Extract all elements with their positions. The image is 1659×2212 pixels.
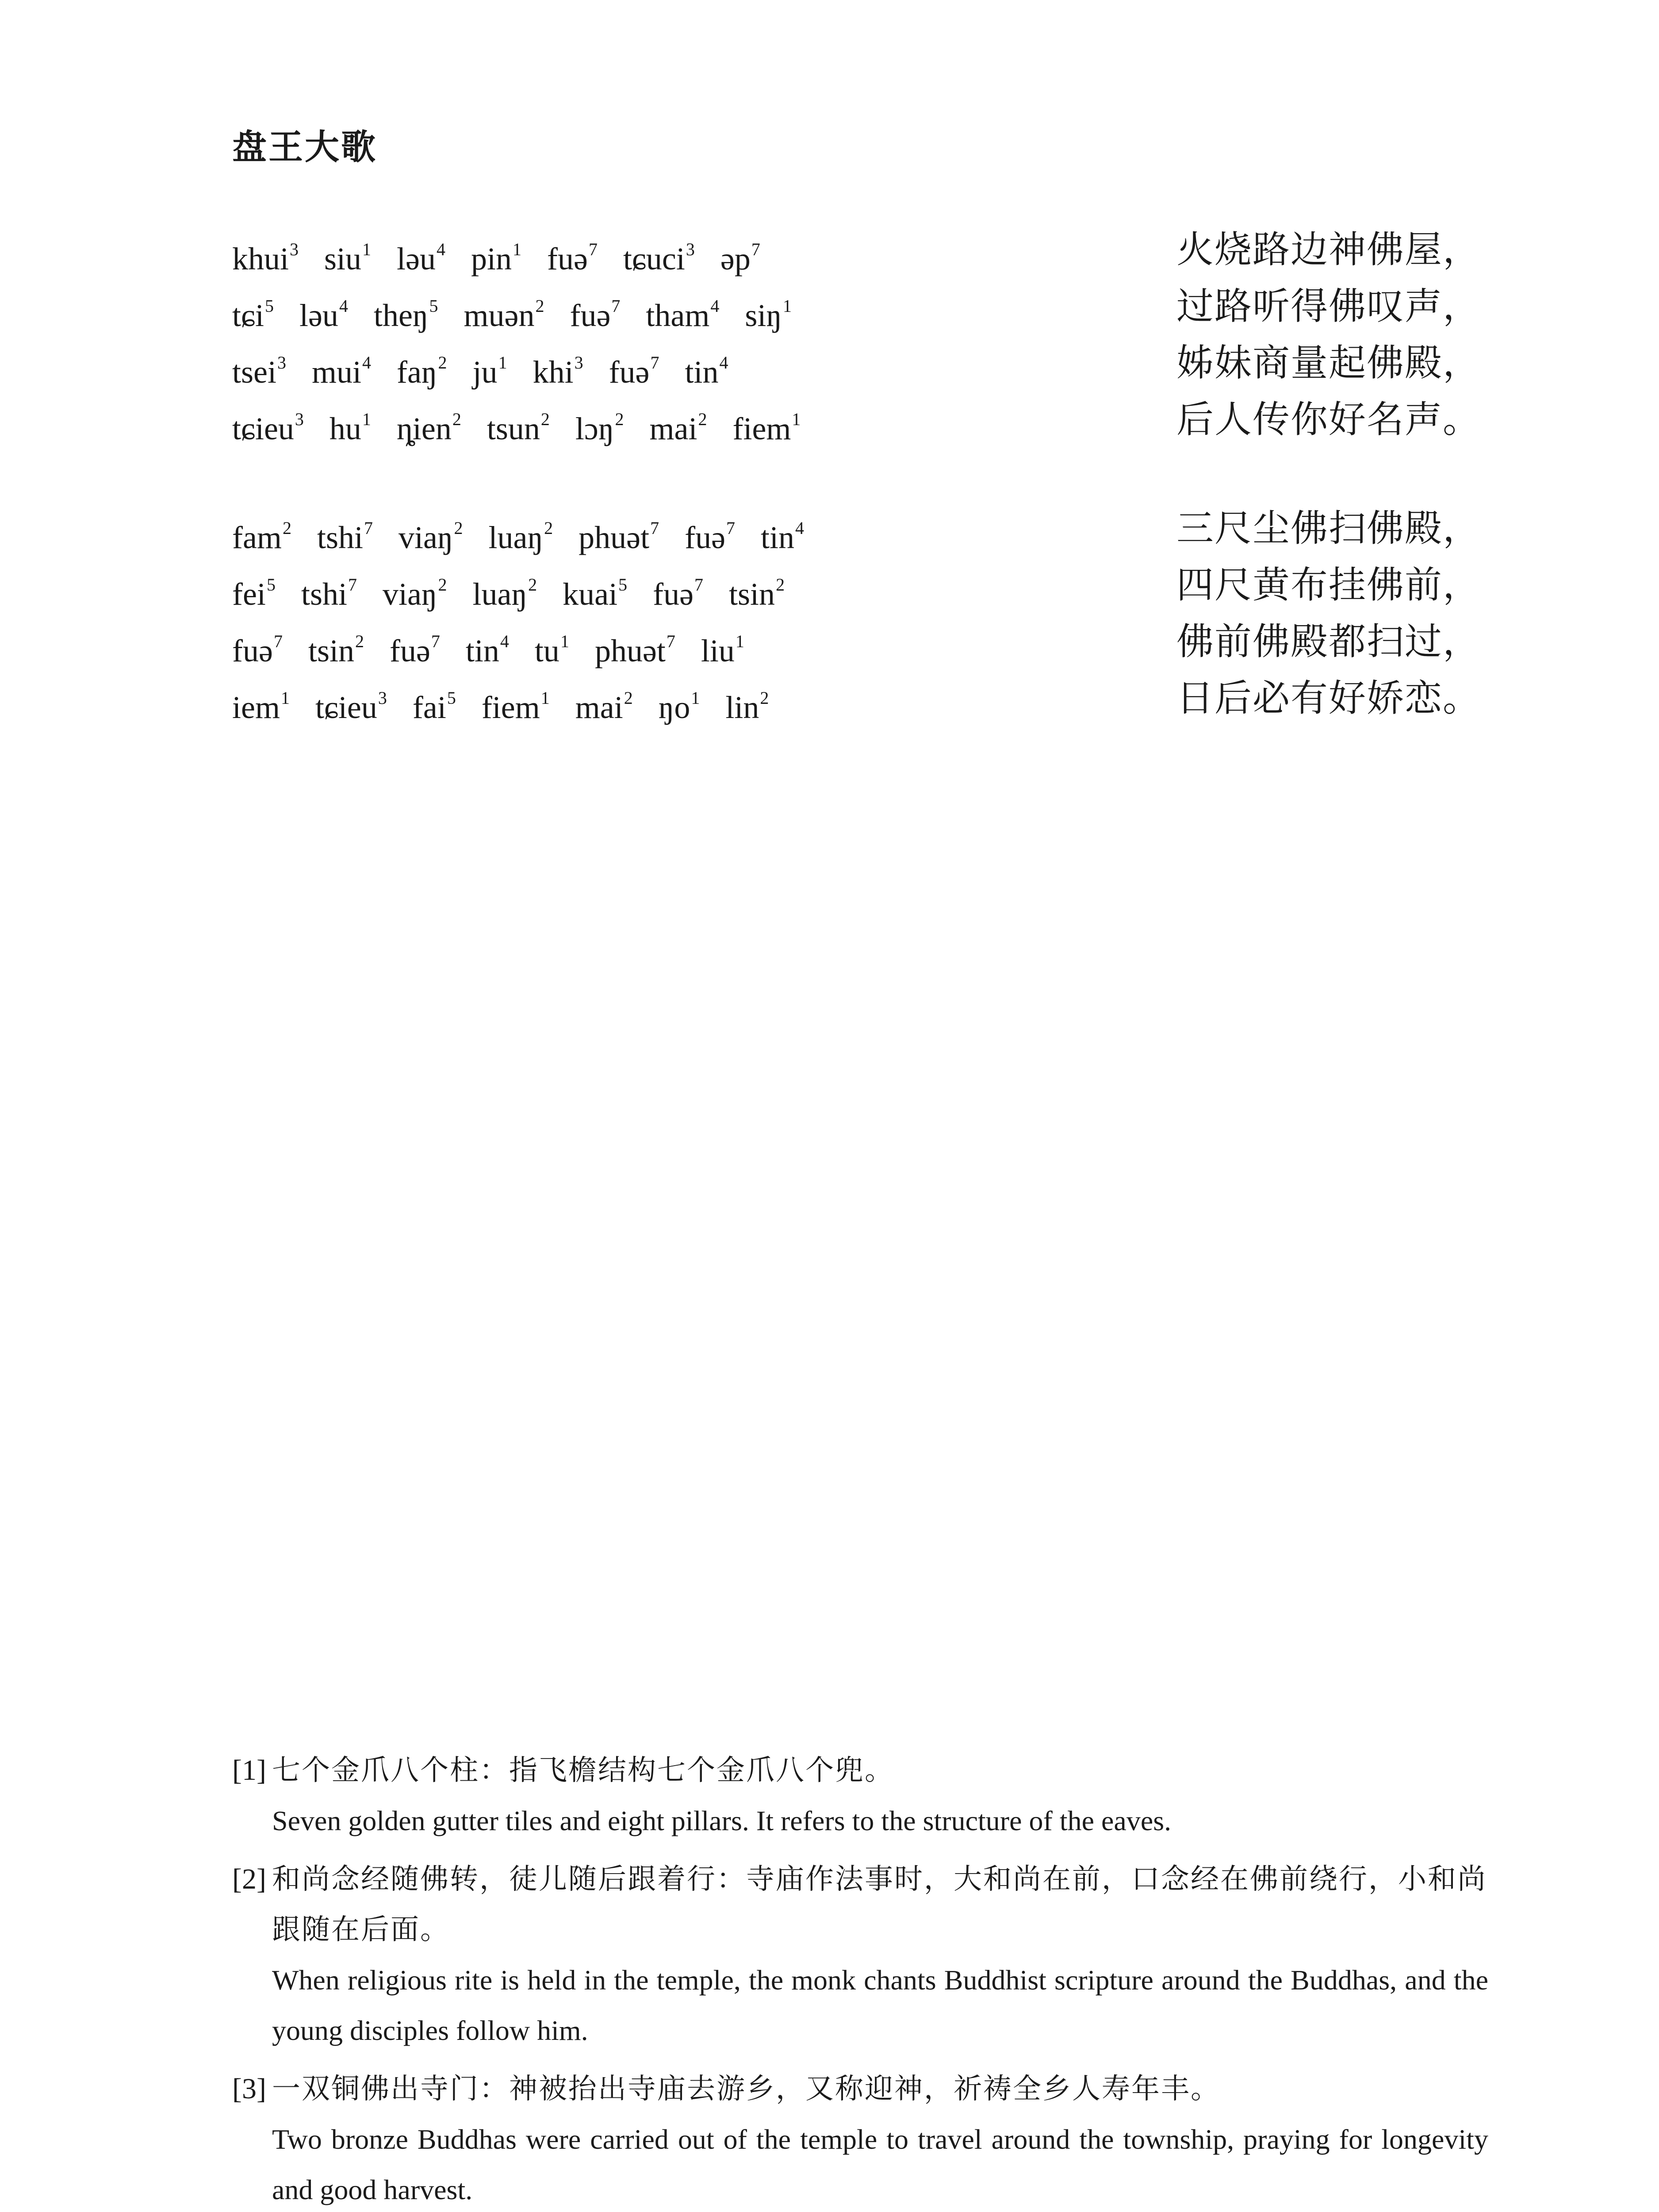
syllable <box>489 500 553 566</box>
syllable-text: tham <box>646 298 710 333</box>
syllable-text: tu <box>534 633 559 668</box>
tone-number: 4 <box>500 631 509 651</box>
syllable-text: fuə <box>570 298 611 333</box>
tone-number: 4 <box>795 518 805 538</box>
tone-number: 2 <box>528 575 537 595</box>
running-title: 盘王大歌 <box>232 127 378 167</box>
tone-number: 1 <box>560 631 569 651</box>
tone-number: 1 <box>362 239 372 259</box>
syllable-text: pin <box>471 241 512 276</box>
syllable-text: fiem <box>481 690 540 725</box>
footnote-english: When religious rite is held in the temple, the monk chants Buddhist scripture around the Buddhas, and the young disciples follow him. <box>272 1964 1488 2046</box>
chinese-line: 日后必有好娇恋。 <box>1176 676 1481 720</box>
tone-number: 7 <box>348 575 357 595</box>
syllable <box>232 500 291 566</box>
tone-number: 1 <box>691 688 700 708</box>
syllable <box>232 670 290 736</box>
romanized-line <box>232 278 817 344</box>
tone-number: 5 <box>447 688 456 708</box>
syllable-text: tshi <box>317 520 363 555</box>
tone-number: 2 <box>438 353 447 373</box>
footnote-number: [3] <box>232 2073 266 2105</box>
verse-line <box>232 557 1493 613</box>
syllable-text: iem <box>232 690 280 725</box>
verse-line <box>232 334 1493 391</box>
tone-number: 2 <box>535 296 544 316</box>
tone-number: 1 <box>792 409 801 429</box>
tone-number: 7 <box>650 518 659 538</box>
syllable-text: luaŋ <box>488 520 544 555</box>
tone-number: 5 <box>618 575 628 595</box>
tone-number: 1 <box>735 631 744 651</box>
syllable <box>398 500 463 566</box>
syllable-text: əp <box>720 241 751 276</box>
tone-number: 5 <box>264 296 274 316</box>
syllable <box>653 557 703 622</box>
syllable <box>482 670 550 736</box>
syllable <box>732 391 801 457</box>
tone-number: 7 <box>273 631 283 651</box>
tone-number: 1 <box>498 353 507 373</box>
syllable-text: tin <box>465 633 499 668</box>
syllable <box>609 334 659 400</box>
tone-number: 2 <box>776 575 785 595</box>
syllable <box>650 391 707 457</box>
syllable-text: liu <box>701 633 735 668</box>
syllable <box>397 334 447 400</box>
tone-number: 1 <box>362 409 371 429</box>
tone-number: 7 <box>611 296 621 316</box>
syllable-text: phuət <box>579 520 650 555</box>
tone-number: 3 <box>378 688 387 708</box>
syllable-text: fuə <box>547 241 588 276</box>
tone-number: 1 <box>280 688 290 708</box>
syllable <box>232 334 286 400</box>
syllable <box>232 278 274 344</box>
syllable-text: khi <box>533 354 574 390</box>
tone-number: 3 <box>290 239 299 259</box>
tone-number: 2 <box>624 688 633 708</box>
syllable <box>232 391 304 457</box>
syllable-text: faŋ <box>397 354 437 390</box>
syllable-text: siu <box>324 241 362 276</box>
syllable-text: ŋo <box>658 690 690 725</box>
syllable-text: fei <box>232 576 266 612</box>
romanized-line <box>232 500 830 566</box>
tone-number: 2 <box>698 409 707 429</box>
syllable <box>299 278 348 344</box>
footnote-chinese: 和尚念经随佛转，徒儿随后跟着行：寺庙作法事时，大和尚在前，口念经在佛前绕行，小和尚跟随在后面。 <box>272 1863 1487 1946</box>
tone-number: 7 <box>666 631 675 651</box>
tone-number: 7 <box>751 239 760 259</box>
syllable <box>729 557 785 622</box>
syllable <box>575 391 624 457</box>
verse-line <box>232 613 1493 670</box>
syllable <box>466 613 509 679</box>
syllable-text: ləu <box>299 298 338 333</box>
syllable <box>464 278 544 344</box>
syllable-text: tɕieu <box>232 411 294 446</box>
syllable-text: luaŋ <box>472 576 528 612</box>
tone-number: 1 <box>513 239 522 259</box>
chinese-line: 火烧路边神佛屋， <box>1176 228 1481 271</box>
chinese-line: 三尺尘佛扫佛殿， <box>1176 507 1481 550</box>
tone-number: 2 <box>454 518 463 538</box>
syllable-text: siŋ <box>745 298 782 333</box>
verse-line <box>232 500 1493 557</box>
syllable <box>301 557 357 622</box>
syllable <box>308 613 364 679</box>
syllable-text: fiem <box>732 411 791 446</box>
tone-number: 2 <box>438 575 447 595</box>
syllable <box>761 500 804 566</box>
syllable-text: tin <box>761 520 795 555</box>
syllable <box>623 221 695 287</box>
syllable-text: fuə <box>609 354 650 390</box>
syllable <box>685 500 735 566</box>
syllable-text: fai <box>412 690 446 725</box>
syllable <box>232 221 299 287</box>
syllable <box>232 557 276 622</box>
tone-number: 2 <box>355 631 364 651</box>
tone-number: 5 <box>429 296 438 316</box>
romanized-line <box>232 557 810 622</box>
syllable <box>701 613 744 679</box>
syllable <box>317 500 373 566</box>
syllable <box>720 221 760 287</box>
syllable <box>330 391 371 457</box>
syllable-text: fuə <box>232 633 273 668</box>
romanized-line <box>232 391 826 457</box>
syllable <box>232 613 283 679</box>
syllable <box>725 670 769 736</box>
footnote-2 <box>232 1854 1488 2056</box>
syllable-text: muən <box>464 298 535 333</box>
syllable-text: tin <box>685 354 719 390</box>
verse-line <box>232 278 1493 334</box>
syllable-text: fuə <box>389 633 430 668</box>
syllable <box>397 221 445 287</box>
syllable-text: lin <box>725 690 759 725</box>
syllable-text: tsin <box>729 576 775 612</box>
tone-number: 2 <box>452 409 461 429</box>
syllable-text: tshi <box>301 576 347 612</box>
syllable-text: tɕieu <box>315 690 377 725</box>
syllable <box>533 334 583 400</box>
tone-number: 2 <box>615 409 624 429</box>
syllable <box>473 557 537 622</box>
tone-number: 4 <box>710 296 720 316</box>
tone-number: 7 <box>588 239 598 259</box>
verse-line <box>232 221 1493 278</box>
footnote-number: [1] <box>232 1754 266 1786</box>
syllable-text: viaŋ <box>382 576 437 612</box>
syllable-text: tsin <box>308 633 354 668</box>
romanized-line <box>232 221 786 287</box>
tone-number: 7 <box>431 631 440 651</box>
syllable <box>487 391 550 457</box>
stanza-1 <box>232 221 1493 448</box>
syllable <box>413 670 456 736</box>
syllable <box>315 670 387 736</box>
chinese-line: 过路听得佛叹声， <box>1176 284 1481 328</box>
tone-number: 4 <box>339 296 348 316</box>
syllable <box>570 278 620 344</box>
romanized-line <box>232 613 770 679</box>
footnotes <box>232 1745 1488 2212</box>
syllable-text: hu <box>329 411 361 446</box>
syllable-text: ju <box>472 354 498 390</box>
tone-number: 7 <box>726 518 736 538</box>
tone-number: 3 <box>686 239 695 259</box>
syllable-text: phuət <box>594 633 666 668</box>
syllable-text: lɔŋ <box>575 411 614 446</box>
syllable-text: fuə <box>685 520 726 555</box>
syllable <box>471 221 521 287</box>
tone-number: 3 <box>295 409 304 429</box>
syllable <box>390 613 440 679</box>
syllable-text: tsun <box>487 411 540 446</box>
tone-number: 2 <box>544 518 553 538</box>
chinese-line: 四尺黄布挂佛前， <box>1176 563 1481 607</box>
tone-number: 5 <box>266 575 276 595</box>
footnote-number: [2] <box>232 1863 266 1895</box>
syllable <box>324 221 371 287</box>
tone-number: 2 <box>540 409 550 429</box>
syllable <box>575 670 633 736</box>
stanza-2 <box>232 500 1493 726</box>
syllable-text: ləu <box>397 241 436 276</box>
syllable-text: kuai <box>563 576 618 612</box>
tone-number: 7 <box>364 518 373 538</box>
tone-number: 2 <box>760 688 769 708</box>
tone-number: 4 <box>719 353 728 373</box>
syllable <box>397 391 461 457</box>
syllable-text: mai <box>649 411 697 446</box>
tone-number: 1 <box>540 688 550 708</box>
tone-number: 3 <box>574 353 583 373</box>
tone-number: 2 <box>282 518 291 538</box>
footnote-chinese: 一双铜佛出寺门：神被抬出寺庙去游乡，又称迎神，祈祷全乡人寿年丰。 <box>272 2073 1220 2105</box>
syllable <box>547 221 598 287</box>
syllable-text: theŋ <box>373 298 429 333</box>
syllable-text: viaŋ <box>398 520 453 555</box>
tone-number: 1 <box>783 296 792 316</box>
syllable <box>685 334 728 400</box>
syllable <box>595 613 675 679</box>
syllable-text: khui <box>232 241 289 276</box>
syllable-text: tɕuci <box>623 241 685 276</box>
romanized-line <box>232 670 794 736</box>
syllable <box>579 500 659 566</box>
footnote-1 <box>232 1745 1488 1846</box>
footnote-english: Two bronze Buddhas were carried out of the temple to travel around the township, praying for longevity and good harvest. <box>272 2124 1488 2205</box>
syllable-text: mai <box>575 690 623 725</box>
syllable-text: tsei <box>232 354 276 390</box>
verse-line <box>232 391 1493 448</box>
syllable <box>659 670 700 736</box>
syllable <box>312 334 371 400</box>
syllable <box>646 278 719 344</box>
syllable-text: fuə <box>653 576 694 612</box>
chinese-line: 佛前佛殿都扫过， <box>1176 620 1481 663</box>
tone-number: 4 <box>362 353 371 373</box>
syllable <box>745 278 792 344</box>
syllable-text: mui <box>311 354 361 390</box>
syllable-text: ȵien <box>396 411 452 446</box>
syllable <box>473 334 507 400</box>
footnote-english: Seven golden gutter tiles and eight pillars. It refers to the structure of the eaves. <box>272 1805 1172 1836</box>
tone-number: 4 <box>437 239 446 259</box>
syllable-text: fam <box>232 520 282 555</box>
tone-number: 3 <box>277 353 286 373</box>
footnote-3 <box>232 2064 1488 2212</box>
syllable <box>383 557 447 622</box>
syllable-text: tɕi <box>232 298 264 333</box>
syllable <box>374 278 438 344</box>
tone-number: 7 <box>650 353 659 373</box>
chinese-line: 姊妹商量起佛殿， <box>1176 341 1481 384</box>
syllable <box>535 613 569 679</box>
footnote-chinese: 七个金爪八个柱：指飞檐结构七个金爪八个兜。 <box>272 1754 894 1787</box>
syllable <box>563 557 627 622</box>
verse-line <box>232 670 1493 726</box>
chinese-line: 后人传你好名声。 <box>1176 398 1481 441</box>
tone-number: 7 <box>694 575 704 595</box>
romanized-line <box>232 334 754 400</box>
